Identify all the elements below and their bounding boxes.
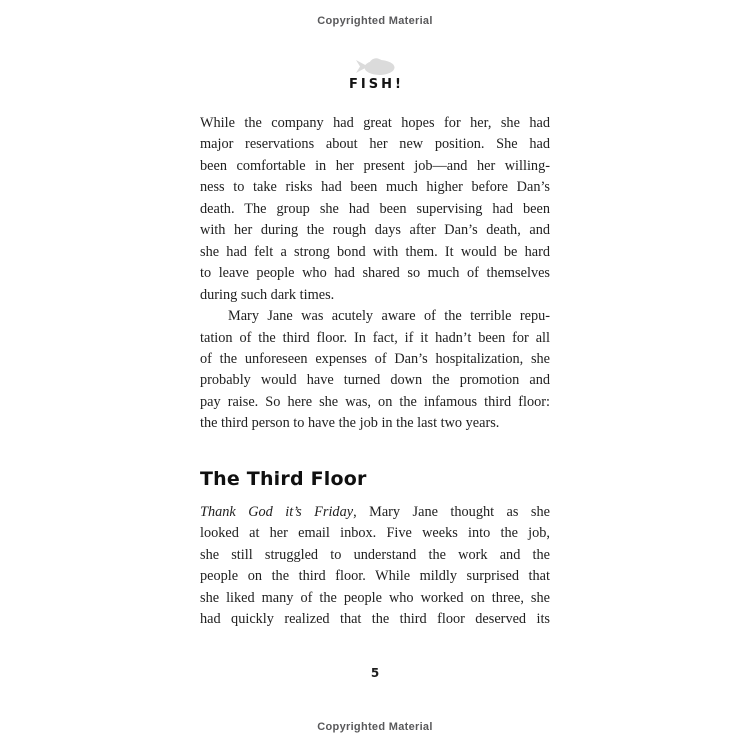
section-heading: The Third Floor: [200, 467, 367, 490]
paragraph: Thank God it’s Friday, Mary Jane thought as she looked at her email inbox. Five weeks into the job, she still struggled to understand the work and the people on the third floor. While mildly surprised that she liked many of the people who worked on three, she had quickly realized that the third floor deserved its: [200, 503, 550, 628]
book-title: FISH!: [349, 77, 404, 92]
fish-icon: [355, 56, 395, 77]
copyright-top-label: Copyrighted Material: [317, 15, 433, 27]
paragraph: Mary Jane was acutely aware of the terrible repu- tation of the third floor. In fact, if it hadn’t been for all of the unforeseen expenses of Dan’s hospitalization, she probably would have turned down the promotion and pay raise. So here she was, on the infamous third floor: the third person to have the job in the last two years.: [200, 308, 550, 432]
copyright-bottom-label: Copyrighted Material: [317, 721, 433, 733]
body-text: [200, 113, 550, 631]
paragraph: While the company had great hopes for her, she had major reservations about her new position. She had been comfortable in her present job—and her willing- ness to take risks had been much higher before Dan’s death. The group she had been supervising had been with her during the rough days after Dan’s death, and she had felt a strong bond with them. It would be hard to leave people who had shared so much of themselves during such dark times.: [200, 115, 550, 303]
page-number: 5: [370, 666, 380, 680]
